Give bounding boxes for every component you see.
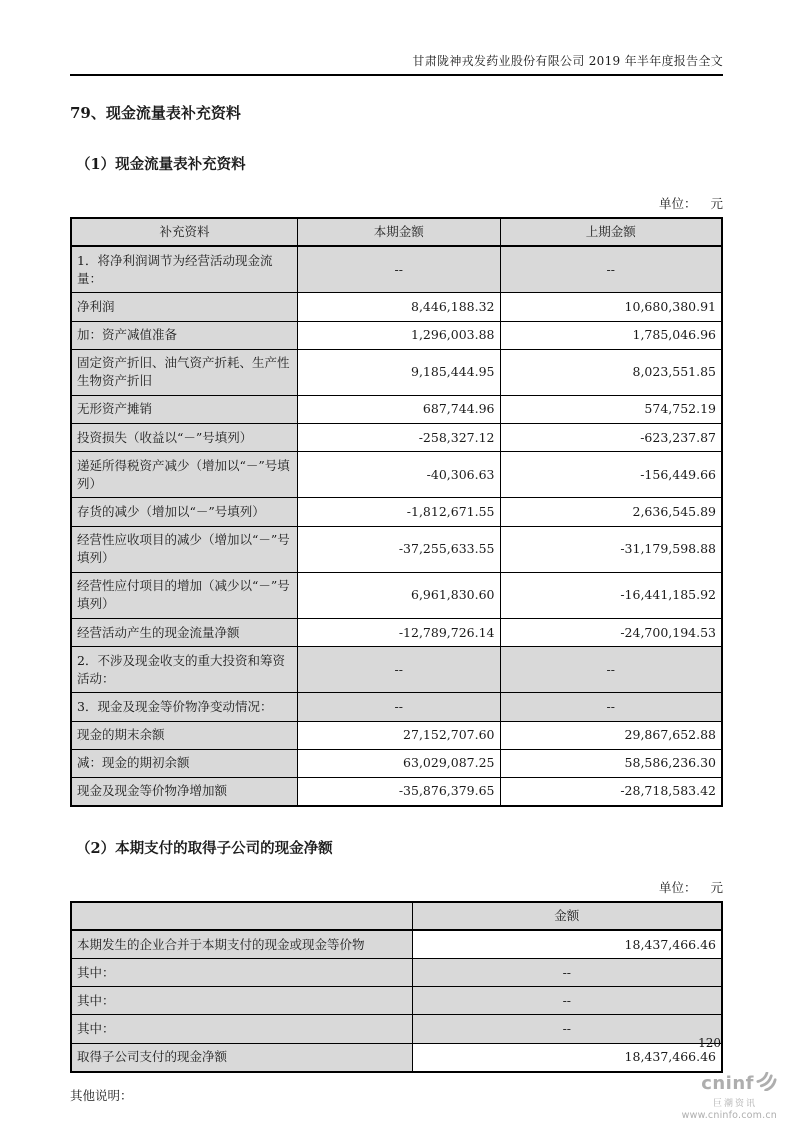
table-row (71, 293, 722, 321)
current-amount-cell: -35,876,379.65 (298, 777, 500, 806)
table-row (71, 321, 722, 349)
previous-amount-cell: 2,636,545.89 (500, 498, 722, 526)
cninfo-brand-cn: 巨潮资讯 (712, 1099, 757, 1109)
table-row (71, 1043, 722, 1072)
table-row (71, 647, 722, 693)
current-amount-cell: 1,296,003.88 (298, 321, 500, 349)
table-row (71, 987, 722, 1015)
previous-amount-cell: -24,700,194.53 (500, 619, 722, 647)
cninfo-swirl-icon (756, 1072, 777, 1095)
row-label-cell: 加：资产减值准备 (71, 321, 298, 349)
subsection-2-heading: （2）本期支付的取得子公司的现金净额 (76, 839, 333, 857)
table-row (71, 721, 722, 749)
table-row (71, 1015, 722, 1043)
current-amount-cell: 9,185,444.95 (298, 349, 500, 395)
table-row (71, 526, 722, 572)
previous-amount-cell: 574,752.19 (500, 395, 722, 423)
table-row (71, 395, 722, 423)
row-label-cell: 经营性应付项目的增加（减少以“－”号填列） (71, 572, 298, 618)
row-label-cell: 取得子公司支付的现金净额 (71, 1043, 412, 1072)
row-label-cell: 递延所得税资产减少（增加以“－”号填列） (71, 452, 298, 498)
amount-cell: -- (412, 959, 722, 987)
table-row (71, 572, 722, 618)
table-row (71, 619, 722, 647)
amount-cell: -- (412, 987, 722, 1015)
previous-amount-cell: -- (500, 693, 722, 721)
table-header-row (71, 218, 722, 246)
current-amount-cell: 687,744.96 (298, 395, 500, 423)
cninfo-logo (661, 1072, 777, 1121)
row-label-cell: 经营性应收项目的减少（增加以“－”号填列） (71, 526, 298, 572)
table-header-row (71, 902, 722, 930)
current-amount-cell: -- (298, 246, 500, 293)
unit-label-2: 单位： 元 (658, 879, 723, 895)
table-row (71, 777, 722, 806)
current-amount-cell: 63,029,087.25 (298, 749, 500, 777)
page-number: 120 (698, 1036, 721, 1050)
row-label-cell: 2．不涉及现金收支的重大投资和筹资活动： (71, 647, 298, 693)
cash-flow-supplementary-table (70, 217, 723, 807)
page-header-title: 甘肃陇神戎发药业股份有限公司 2019 年半年度报告全文 (70, 0, 723, 76)
previous-amount-cell: 58,586,236.30 (500, 749, 722, 777)
current-amount-cell: 27,152,707.60 (298, 721, 500, 749)
current-amount-cell: -1,812,671.55 (298, 498, 500, 526)
row-label-cell: 现金及现金等价物净增加额 (71, 777, 298, 806)
row-label-cell: 本期发生的企业合并于本期支付的现金或现金等价物 (71, 930, 412, 959)
cninfo-url: www.cninfo.com.cn (681, 1110, 777, 1121)
table-row (71, 959, 722, 987)
row-label-cell: 其中： (71, 959, 412, 987)
table-row (71, 749, 722, 777)
previous-amount-cell: 29,867,652.88 (500, 721, 722, 749)
previous-amount-cell: -31,179,598.88 (500, 526, 722, 572)
row-label-cell: 净利润 (71, 293, 298, 321)
table-row (71, 349, 722, 395)
current-amount-cell: -37,255,633.55 (298, 526, 500, 572)
current-amount-cell: -12,789,726.14 (298, 619, 500, 647)
amount-cell: -- (412, 1015, 722, 1043)
previous-amount-cell: 1,785,046.96 (500, 321, 722, 349)
previous-amount-cell: 10,680,380.91 (500, 293, 722, 321)
row-label-cell: 固定资产折旧、油气资产折耗、生产性生物资产折旧 (71, 349, 298, 395)
table-row (71, 498, 722, 526)
column-header-supplementary: 补充资料 (71, 218, 298, 246)
previous-amount-cell: 8,023,551.85 (500, 349, 722, 395)
column-header-empty (71, 902, 412, 930)
unit-label-1: 单位： 元 (658, 196, 723, 211)
table-row (71, 693, 722, 721)
table-row (71, 424, 722, 452)
column-header-amount: 金额 (412, 902, 722, 930)
current-amount-cell: -- (298, 693, 500, 721)
current-amount-cell: -258,327.12 (298, 424, 500, 452)
previous-amount-cell: -- (500, 647, 722, 693)
amount-cell: 18,437,466.46 (412, 1043, 722, 1072)
subsidiary-cash-table (70, 901, 723, 1073)
column-header-current-period: 本期金额 (298, 218, 500, 246)
row-label-cell: 其中： (71, 987, 412, 1015)
subsection-1-heading: （1）现金流量表补充资料 (76, 156, 246, 173)
current-amount-cell: 6,961,830.60 (298, 572, 500, 618)
table-row (71, 930, 722, 959)
cninfo-brand-text: cninf (701, 1072, 754, 1094)
row-label-cell: 现金的期末余额 (71, 721, 298, 749)
previous-amount-cell: -28,718,583.42 (500, 777, 722, 806)
table-row (71, 452, 722, 498)
row-label-cell: 减：现金的期初余额 (71, 749, 298, 777)
section-heading: 79、现金流量表补充资料 (70, 104, 241, 122)
row-label-cell: 投资损失（收益以“－”号填列） (71, 424, 298, 452)
current-amount-cell: -40,306.63 (298, 452, 500, 498)
row-label-cell: 经营活动产生的现金流量净额 (71, 619, 298, 647)
previous-amount-cell: -- (500, 246, 722, 293)
row-label-cell: 其中： (71, 1015, 412, 1043)
amount-cell: 18,437,466.46 (412, 930, 722, 959)
table-row (71, 246, 722, 293)
other-notes-label: 其他说明： (70, 1087, 133, 1103)
previous-amount-cell: -623,237.87 (500, 424, 722, 452)
current-amount-cell: -- (298, 647, 500, 693)
row-label-cell: 无形资产摊销 (71, 395, 298, 423)
row-label-cell: 1．将净利润调节为经营活动现金流量： (71, 246, 298, 293)
row-label-cell: 存货的减少（增加以“－”号填列） (71, 498, 298, 526)
current-amount-cell: 8,446,188.32 (298, 293, 500, 321)
row-label-cell: 3．现金及现金等价物净变动情况： (71, 693, 298, 721)
previous-amount-cell: -156,449.66 (500, 452, 722, 498)
previous-amount-cell: -16,441,185.92 (500, 572, 722, 618)
column-header-previous-period: 上期金额 (500, 218, 722, 246)
